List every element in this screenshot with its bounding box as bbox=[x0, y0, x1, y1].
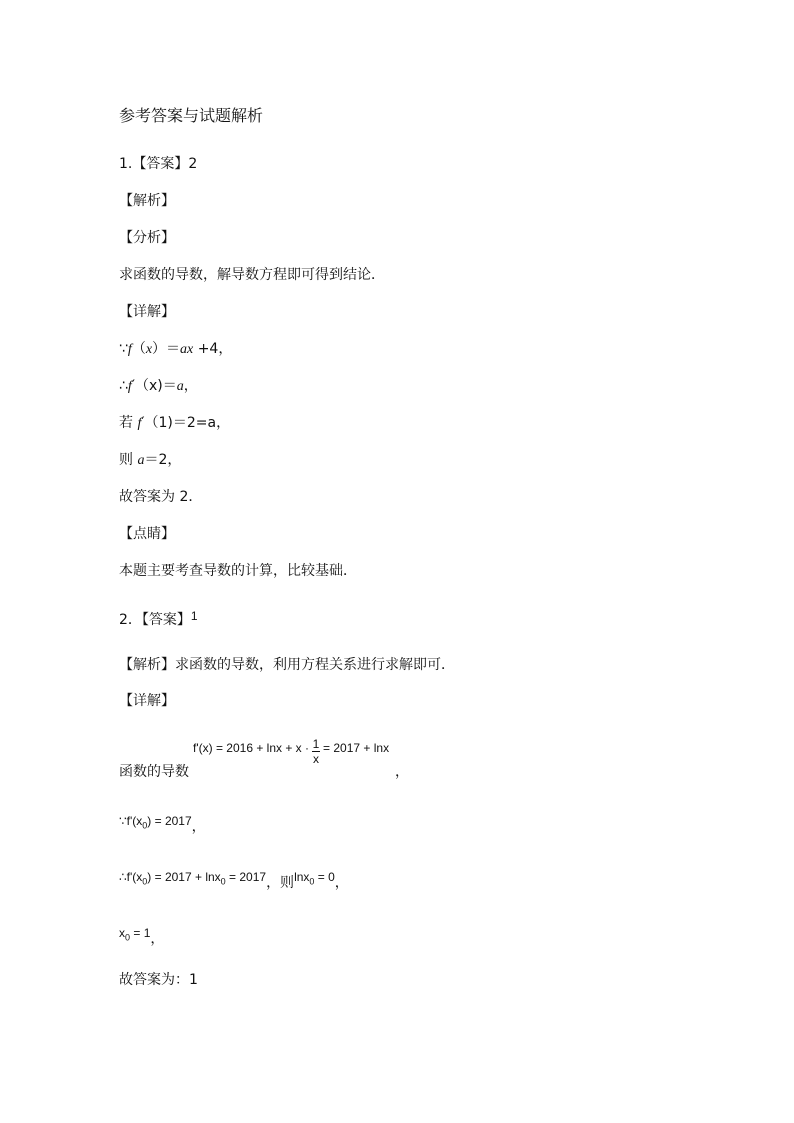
ln-rest: = 0 bbox=[314, 870, 335, 884]
q2-answer bbox=[119, 610, 198, 630]
given-f: f'(x bbox=[126, 814, 143, 828]
q2-deriv-formula bbox=[193, 737, 389, 766]
eq-part: ′（x)＝ bbox=[131, 378, 177, 394]
q1-fenxi-tag: 【分析】 bbox=[119, 230, 175, 246]
jiexi-text: 求函数的导数，利用方程关系进行求解即可． bbox=[175, 657, 455, 673]
paren-open: （ bbox=[131, 341, 146, 357]
q1-step4 bbox=[119, 450, 181, 471]
q1-step2 bbox=[119, 376, 198, 397]
therefore-eq: = 2017 bbox=[225, 870, 267, 884]
if-word: 若 bbox=[119, 415, 138, 431]
q1-dianjing-text: 本题主要考查导数的计算，比较基础． bbox=[119, 563, 357, 579]
q2-therefore bbox=[119, 866, 349, 891]
therefore-f: f'(x bbox=[126, 870, 143, 884]
ln-sub: 0 bbox=[309, 876, 315, 887]
answer-value: 1 bbox=[190, 609, 198, 623]
given-comma: ， bbox=[191, 818, 206, 834]
frac-den: x bbox=[313, 752, 320, 766]
q2-given bbox=[119, 810, 206, 835]
given-rest: ) = 2017 bbox=[147, 814, 192, 828]
func-f: f bbox=[127, 379, 132, 394]
q1-dianjing-tag: 【点睛】 bbox=[119, 526, 175, 542]
eq-end: +4， bbox=[193, 341, 233, 357]
jiexi-tag: 【解析】 bbox=[119, 657, 175, 673]
eq-part: ′（1)＝2=a， bbox=[141, 415, 231, 431]
because-symbol: ∵ bbox=[119, 814, 127, 828]
q2-xiangjie-tag: 【详解】 bbox=[119, 693, 175, 709]
x0-rest: = 1 bbox=[130, 926, 151, 940]
q1-fenxi-text: 求函数的导数，解导数方程即可得到结论． bbox=[119, 267, 385, 283]
ln-comma: ， bbox=[334, 874, 349, 890]
q2-deriv-label: 函数的导数 bbox=[119, 764, 189, 780]
q1-xiangjie-tag: 【详解】 bbox=[119, 304, 175, 320]
therefore-mid: ) = 2017 + lnx bbox=[147, 870, 221, 884]
q2-final: 故答案为：1 bbox=[119, 972, 198, 988]
func-f: f bbox=[127, 342, 132, 357]
deriv-right: = 2017 + lnx bbox=[323, 740, 390, 755]
because-symbol: ∵ bbox=[119, 341, 128, 357]
therefore-then: ，则 bbox=[266, 874, 295, 890]
fraction bbox=[312, 737, 320, 766]
var-a: a bbox=[176, 379, 184, 394]
x0-sub: 0 bbox=[125, 932, 131, 943]
x0-comma: ， bbox=[150, 930, 165, 946]
q1-answer: 1.【答案】2 bbox=[119, 156, 198, 172]
q1-step3 bbox=[119, 413, 230, 434]
q1-jiexi-tag: 【解析】 bbox=[119, 193, 175, 209]
therefore-sub2: 0 bbox=[220, 876, 226, 887]
therefore-symbol: ∴ bbox=[119, 378, 128, 394]
func-f: f bbox=[137, 416, 142, 431]
x0-label: x bbox=[119, 926, 125, 940]
deriv-left: f'(x) = 2016 + lnx + x · bbox=[193, 740, 310, 755]
answer-prefix: 2．【答案】 bbox=[119, 612, 191, 628]
therefore-symbol: ∴ bbox=[119, 870, 127, 884]
var-a: a bbox=[137, 453, 145, 468]
q2-deriv-comma: ， bbox=[395, 764, 409, 780]
eq-part: ＝2， bbox=[144, 452, 182, 468]
eq-part: ）＝ bbox=[152, 341, 181, 357]
q2-x0 bbox=[119, 922, 164, 947]
given-sub: 0 bbox=[142, 820, 148, 831]
var-ax: ax bbox=[180, 342, 194, 357]
eq-end: ， bbox=[183, 378, 198, 394]
q1-step1 bbox=[119, 339, 232, 360]
then-word: 则 bbox=[119, 452, 138, 468]
frac-num: 1 bbox=[312, 737, 320, 751]
q1-conclusion: 故答案为 2． bbox=[119, 489, 203, 505]
ln-label: lnx bbox=[294, 870, 310, 884]
page-title: 参考答案与试题解析 bbox=[119, 106, 264, 125]
q2-jiexi bbox=[119, 655, 455, 675]
therefore-sub1: 0 bbox=[142, 876, 148, 887]
var-x: x bbox=[145, 342, 153, 357]
